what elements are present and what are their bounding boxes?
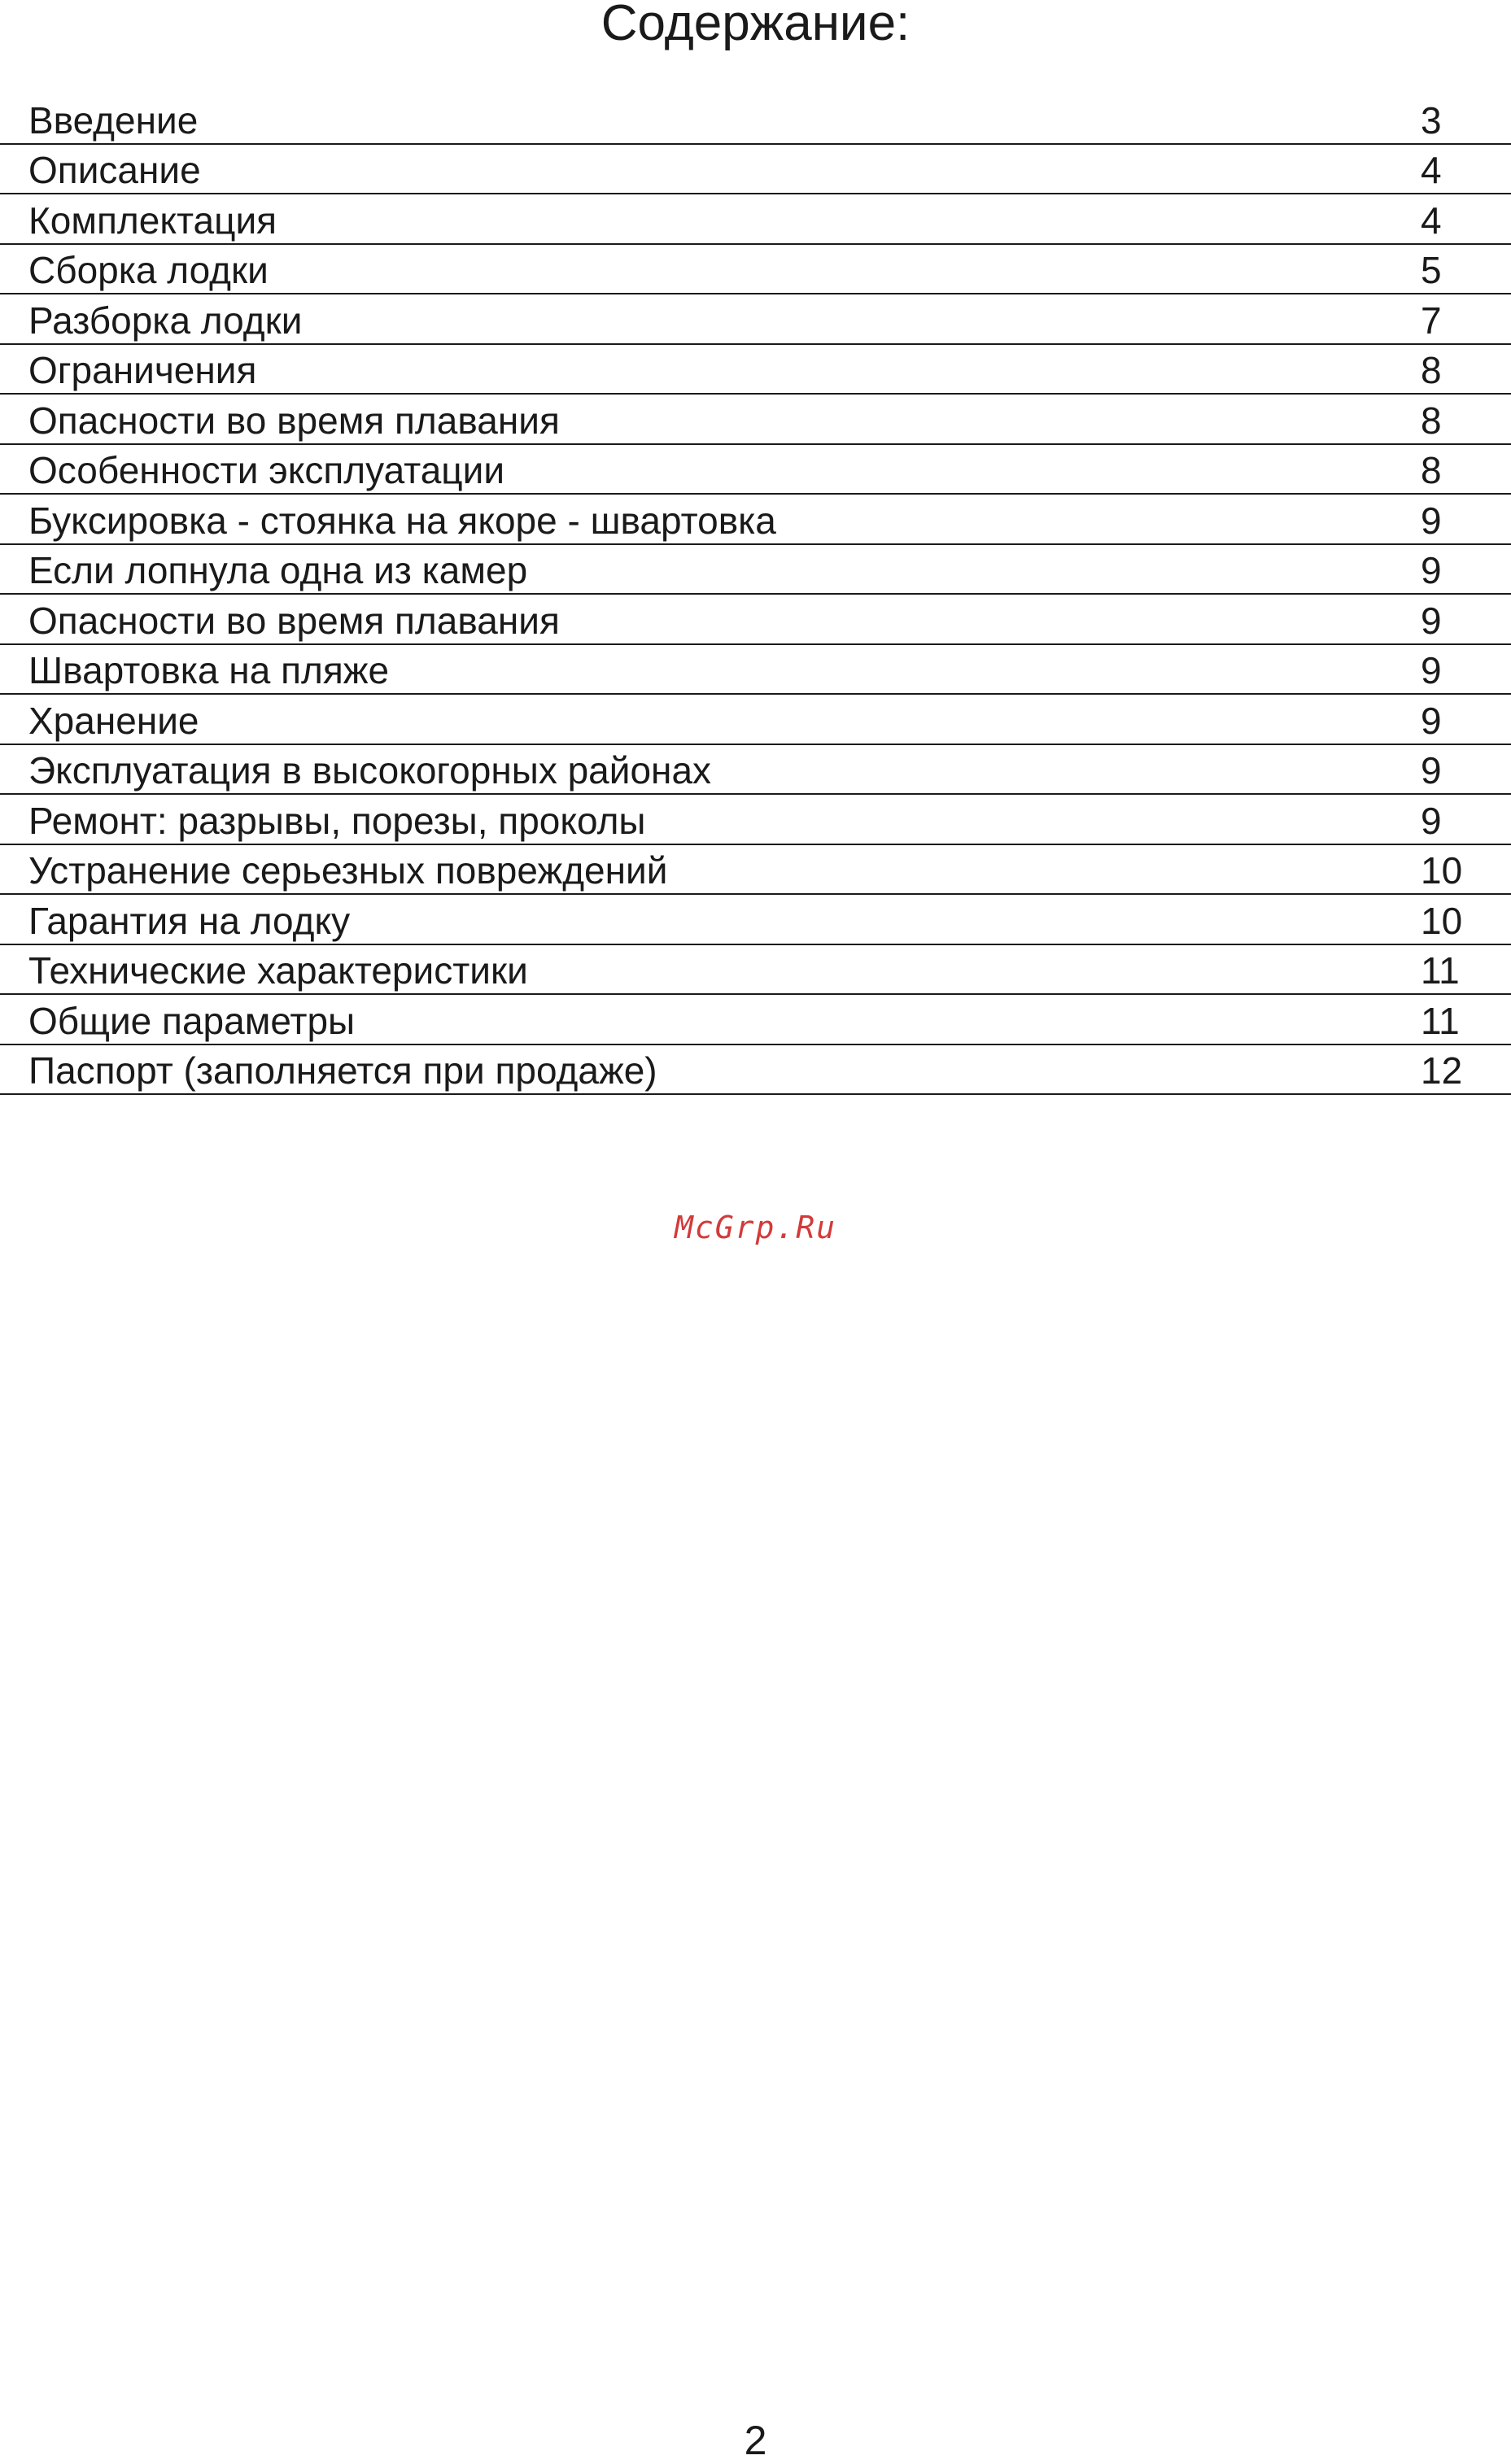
toc-entry-label: Общие параметры [28,999,356,1042]
toc-entry-page: 8 [1421,449,1442,491]
toc-entry-page: 12 [1421,1049,1463,1092]
toc-entry-label: Особенности эксплуатации [28,449,505,491]
toc-entry-label: Разборка лодки [28,299,303,342]
toc-row[interactable] [0,245,1511,295]
toc-row[interactable] [0,395,1511,445]
toc-entry-page: 11 [1421,999,1460,1042]
toc-entry-label: Устранение серьезных повреждений [28,849,668,892]
toc-entry-label: Ограничения [28,349,257,391]
toc-row[interactable] [0,345,1511,395]
toc-entry-page: 9 [1421,799,1442,842]
toc-entry-label: Если лопнула одна из камер [28,549,528,591]
toc-row[interactable] [0,194,1511,245]
toc-row[interactable] [0,895,1511,945]
toc-row[interactable] [0,695,1511,745]
toc-entry-label: Опасности во время плавания [28,399,560,442]
toc-entry-label: Паспорт (заполняется при продаже) [28,1049,657,1092]
table-of-contents [0,94,1511,1095]
toc-row[interactable] [0,445,1511,495]
page-number: 2 [744,2418,767,2463]
toc-row[interactable] [0,595,1511,645]
toc-row[interactable] [0,795,1511,845]
toc-entry-page: 11 [1421,949,1460,992]
toc-row[interactable] [0,145,1511,195]
toc-entry-page: 10 [1421,849,1463,892]
toc-row[interactable] [0,545,1511,595]
toc-row[interactable] [0,745,1511,796]
toc-entry-label: Технические характеристики [28,949,528,992]
toc-entry-page: 9 [1421,749,1442,792]
toc-entry-page: 9 [1421,599,1442,642]
toc-row[interactable] [0,94,1511,145]
watermark: McGrp.Ru [674,1210,837,1245]
toc-entry-page: 9 [1421,549,1442,591]
toc-entry-page: 4 [1421,198,1442,242]
toc-entry-label: Ремонт: разрывы, порезы, проколы [28,799,646,842]
toc-entry-label: Опасности во время плавания [28,599,560,642]
toc-entry-page: 10 [1421,899,1463,942]
toc-entry-page: 7 [1421,299,1442,342]
toc-entry-label: Введение [28,98,199,142]
toc-entry-label: Комплектация [28,198,277,242]
toc-row[interactable] [0,645,1511,696]
toc-entry-label: Буксировка - стоянка на якоре - швартовка [28,499,776,542]
toc-entry-page: 9 [1421,649,1442,691]
toc-entry-label: Эксплуатация в высокогорных районах [28,749,712,792]
toc-row[interactable] [0,845,1511,896]
toc-row[interactable] [0,294,1511,345]
toc-entry-page: 9 [1421,699,1442,742]
page-title: Содержание: [600,0,911,51]
toc-row[interactable] [0,1045,1511,1096]
toc-entry-label: Гарантия на лодку [28,899,351,942]
toc-entry-label: Описание [28,149,201,191]
toc-entry-label: Швартовка на пляже [28,649,390,691]
toc-entry-page: 5 [1421,249,1442,291]
toc-row[interactable] [0,995,1511,1045]
toc-entry-label: Сборка лодки [28,249,269,291]
toc-entry-page: 4 [1421,149,1442,191]
toc-row[interactable] [0,945,1511,996]
toc-entry-page: 8 [1421,349,1442,391]
toc-entry-page: 8 [1421,399,1442,442]
toc-entry-page: 3 [1421,98,1442,142]
toc-row[interactable] [0,495,1511,545]
toc-entry-page: 9 [1421,499,1442,542]
toc-entry-label: Хранение [28,699,199,742]
